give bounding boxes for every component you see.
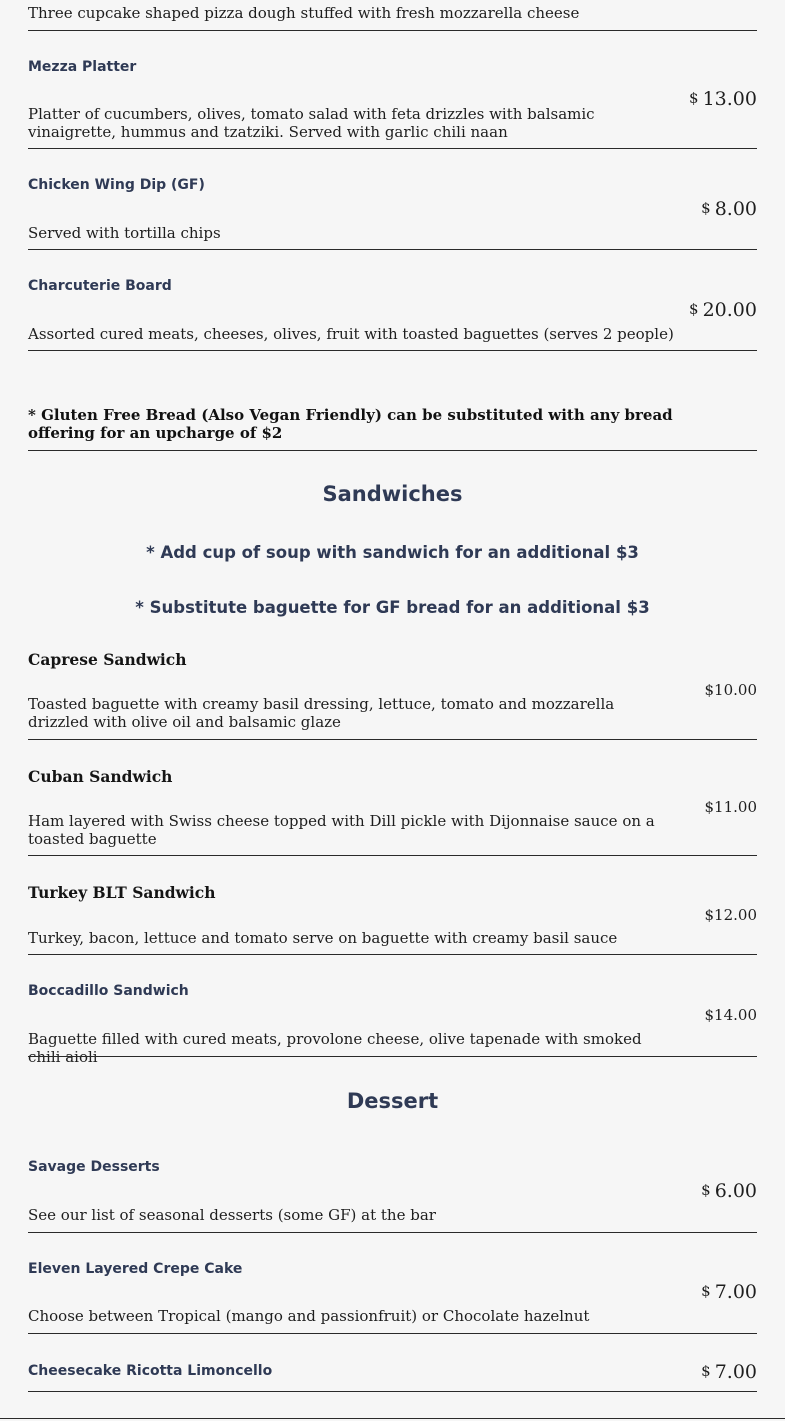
menu-item-price: [689, 88, 757, 110]
divider: [28, 1333, 757, 1334]
divider: [28, 855, 757, 856]
menu-item-price: $11.00: [704, 798, 757, 816]
page-bottom-border: [0, 1418, 785, 1419]
gluten-free-note: * Gluten Free Bread (Also Vegan Friendly) can be substituted with any bread offering for an upcharge of $2: [28, 406, 673, 442]
item-description: Toasted baguette with creamy basil dressing, lettuce, tomato and mozzarella drizzled with olive oil and balsamic glaze: [28, 695, 615, 731]
divider: [28, 1391, 757, 1392]
menu-item-price: [701, 1180, 757, 1202]
price-value: 7.00: [714, 1361, 757, 1383]
currency-symbol: $: [701, 1362, 711, 1380]
menu-item-name: Boccadillo Sandwich: [28, 983, 189, 999]
currency-symbol: $: [701, 199, 711, 217]
divider: [28, 1056, 757, 1057]
item-description: Three cupcake shaped pizza dough stuffed with fresh mozzarella cheese: [28, 4, 580, 22]
menu-item-name: Chicken Wing Dip (GF): [28, 177, 205, 193]
item-description: Turkey, bacon, lettuce and tomato serve on baguette with creamy basil sauce: [28, 929, 618, 947]
item-description: Platter of cucumbers, olives, tomato salad with feta drizzles with balsamic vinaigrette, hummus and tzatziki. Served with garlic chili naan: [28, 105, 595, 141]
menu-item-price: $12.00: [704, 906, 757, 924]
menu-item-name: Eleven Layered Crepe Cake: [28, 1261, 243, 1277]
item-description: Served with tortilla chips: [28, 224, 221, 242]
menu-item-price: [701, 198, 757, 220]
menu-item-name: Mezza Platter: [28, 59, 137, 75]
menu-item-price: [701, 1361, 757, 1383]
price-value: 20.00: [702, 299, 757, 321]
sandwich-gf-note: * Substitute baguette for GF bread for an additional $3: [135, 598, 650, 617]
price-value: 7.00: [714, 1281, 757, 1303]
divider: [28, 249, 757, 250]
item-description: Choose between Tropical (mango and passionfruit) or Chocolate hazelnut: [28, 1307, 590, 1325]
currency-symbol: $: [689, 300, 699, 318]
section-heading-dessert: Dessert: [346, 1089, 439, 1113]
sandwich-soup-note: * Add cup of soup with sandwich for an additional $3: [146, 543, 639, 562]
divider: [28, 1232, 757, 1233]
currency-symbol: $: [689, 89, 699, 107]
menu-item-name: Charcuterie Board: [28, 278, 172, 294]
divider: [28, 954, 757, 955]
menu-item-name: Caprese Sandwich: [28, 650, 187, 669]
section-heading-sandwiches: Sandwiches: [322, 482, 463, 506]
price-value: 8.00: [714, 198, 757, 220]
item-description: Baguette filled with cured meats, provolone cheese, olive tapenade with smoked chili aioli: [28, 1030, 642, 1066]
menu-item-price: $14.00: [704, 1006, 757, 1024]
price-value: 6.00: [714, 1180, 757, 1202]
divider: [28, 450, 757, 451]
divider: [28, 30, 757, 31]
menu-item-name: Cheesecake Ricotta Limoncello: [28, 1363, 273, 1379]
currency-symbol: $: [701, 1181, 711, 1199]
menu-item-price: [689, 299, 757, 321]
price-value: 13.00: [702, 88, 757, 110]
divider: [28, 148, 757, 149]
divider: [28, 739, 757, 740]
item-description: Ham layered with Swiss cheese topped with Dill pickle with Dijonnaise sauce on a toasted baguette: [28, 812, 655, 848]
menu-item-price: $10.00: [704, 681, 757, 699]
divider: [28, 350, 757, 351]
currency-symbol: $: [701, 1282, 711, 1300]
menu-item-name: Savage Desserts: [28, 1159, 160, 1175]
item-description: Assorted cured meats, cheeses, olives, fruit with toasted baguettes (serves 2 people): [28, 325, 674, 343]
menu-item-price: [701, 1281, 757, 1303]
item-description: See our list of seasonal desserts (some GF) at the bar: [28, 1206, 436, 1224]
menu-item-name: Cuban Sandwich: [28, 767, 173, 786]
menu-item-name: Turkey BLT Sandwich: [28, 883, 216, 902]
